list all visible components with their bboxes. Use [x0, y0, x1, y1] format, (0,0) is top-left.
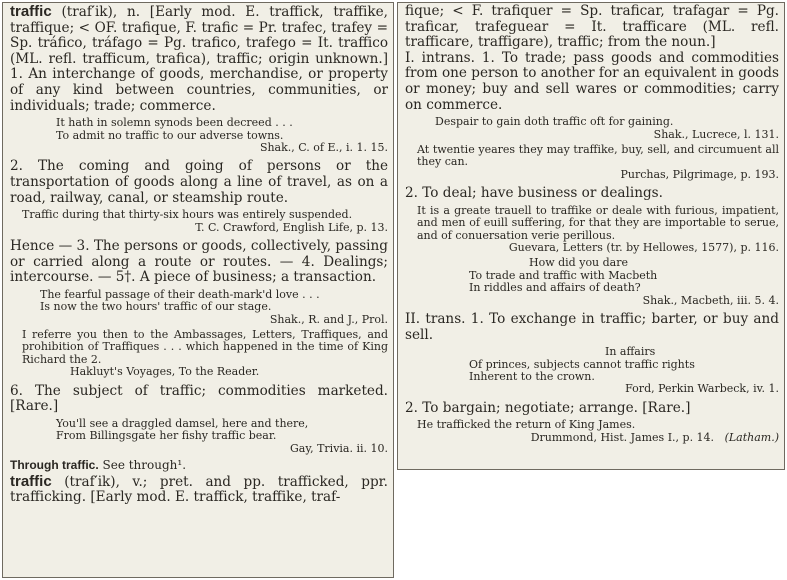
cross-reference: See through¹. [102, 458, 187, 472]
quote-source: Shak., R. and J., Prol. [269, 312, 388, 326]
quote-source: Shak., C. of E., i. 1. 15. [259, 140, 388, 154]
quote-source: Gay, Trivia. ii. 10. [289, 441, 388, 455]
quote-line: How did you dare [529, 256, 629, 270]
quotation [405, 346, 779, 383]
quote-line: He trafficked the return of King James. [417, 418, 636, 432]
quotation: At twentie yeares they may traffike, buy, sell, and circumuent all they can. [417, 142, 779, 169]
quote-line: It hath in solemn synods been decreed . . . [56, 116, 293, 130]
entry-traffic-noun [10, 4, 388, 114]
senses-3-5: Hence — 3. The persons or goods, collectively, passing or carried along a route or routes. — 4. Dealings; intercourse. — 5†. A piece of business; a transaction. [10, 237, 388, 286]
quote-line: From Billingsgate her fishy traffic bear. [56, 429, 277, 443]
quote-source: Hakluyt's Voyages, To the Reader. [70, 365, 260, 379]
right-column [397, 2, 785, 470]
quotation [405, 116, 779, 128]
quote-line: The fearful passage of their death-mark'd love . . . [40, 287, 320, 301]
quote-source: Purchas, Pilgrimage, p. 193. [620, 167, 779, 181]
quote-line: In riddles and affairs of death? [469, 281, 641, 295]
quote-source: Shak., Lucrece, l. 131. [653, 127, 779, 141]
quotation: Traffic during that thirty-six hours was entirely suspended. [22, 208, 353, 222]
quote-line: In affairs [605, 345, 656, 359]
entry-traffic-verb [10, 474, 388, 506]
quote-line: To admit no traffic to our adverse towns. [56, 128, 284, 142]
quote-line: To trade and traffic with Macbeth [469, 268, 658, 282]
quotation: It is a greate trauell to traffike or deale with furious, impatient, and men of euill suffering, for that they are importable to serue, and of conuersation verie perillous. [417, 203, 779, 242]
quote-attribution: (Latham.) [724, 430, 779, 444]
quote-source: Guevara, Letters (tr. by Hellowes, 1577), p. 116. [508, 241, 779, 254]
sense-i-1: I. intrans. 1. To trade; pass goods and commodities from one person to another for an equivalent in goods or money; buy and sell wares or commodities; carry on commerce. [405, 49, 779, 113]
quote-source: Shak., Macbeth, iii. 5. 4. [642, 293, 779, 307]
quotation [405, 257, 779, 294]
sense-ii-1: II. trans. 1. To exchange in traffic; barter, or buy and sell. [405, 311, 779, 343]
headword: traffic [10, 472, 52, 490]
headword: Through traffic. [10, 458, 99, 472]
quote-source: Ford, Perkin Warbeck, iv. 1. [625, 382, 779, 396]
definition-text: (traf′ik), v.; pret. and pp. trafficked, ppr. trafficking. [Early mod. E. traffick, traffike, traf- [10, 473, 388, 506]
quotation [10, 289, 388, 314]
sense-ii-2: 2. To bargain; negotiate; arrange. [Rare.] [405, 399, 691, 416]
quote-source-row [405, 432, 779, 444]
quote-line: Of princes, subjects cannot traffic rights [469, 357, 695, 371]
quotation: I referre you then to the Ambassages, Letters, Traffiques, and prohibition of Traffiques . . . which happened in the time of King Richard the 2. [22, 327, 388, 366]
sense-i-2: 2. To deal; have business or dealings. [405, 185, 663, 202]
definition-text: (traf′ik), n. [Early mod. E. traffick, traffike, traffique; < OF. trafique, F. trafic = Pr. trafec, trafey = Sp. tráfico, tráfago = Pg. trafico, trafego = It. traffico (ML. refl. trafficum, trafica), traffic; origin unknown.] 1. An interchange of goods, merchandise, or property of any kind between countries, communities, or individuals; trade; commerce. [10, 4, 388, 114]
left-column [2, 2, 394, 578]
sense-2: 2. The coming and going of persons or the transportation of goods along a line of travel, as on a road, railway, canal, or steamship route. [10, 158, 388, 206]
quotation [10, 117, 388, 142]
headword: traffic [10, 3, 52, 20]
quote-line: You'll see a draggled damsel, here and there, [56, 416, 309, 430]
quote-line: Inherent to the crown. [469, 370, 595, 384]
etymology-continued: fique; < F. trafiquer = Sp. traficar, trafagar = Pg. traficar, trafeguear = It. trafficare (ML. refl. trafficare, traffigare), traffic; from the noun.] [405, 3, 779, 51]
through-traffic-entry [10, 458, 388, 474]
quote-source: Drummond, Hist. James I., p. 14. [530, 430, 715, 444]
quotation [10, 418, 388, 443]
quote-line: Despair to gain doth traffic oft for gaining. [435, 115, 674, 129]
quote-line: Is now the two hours' traffic of our stage. [40, 300, 272, 314]
quote-source: T. C. Crawford, English Life, p. 13. [195, 220, 388, 234]
sense-6: 6. The subject of traffic; commodities marketed. [Rare.] [10, 382, 388, 415]
